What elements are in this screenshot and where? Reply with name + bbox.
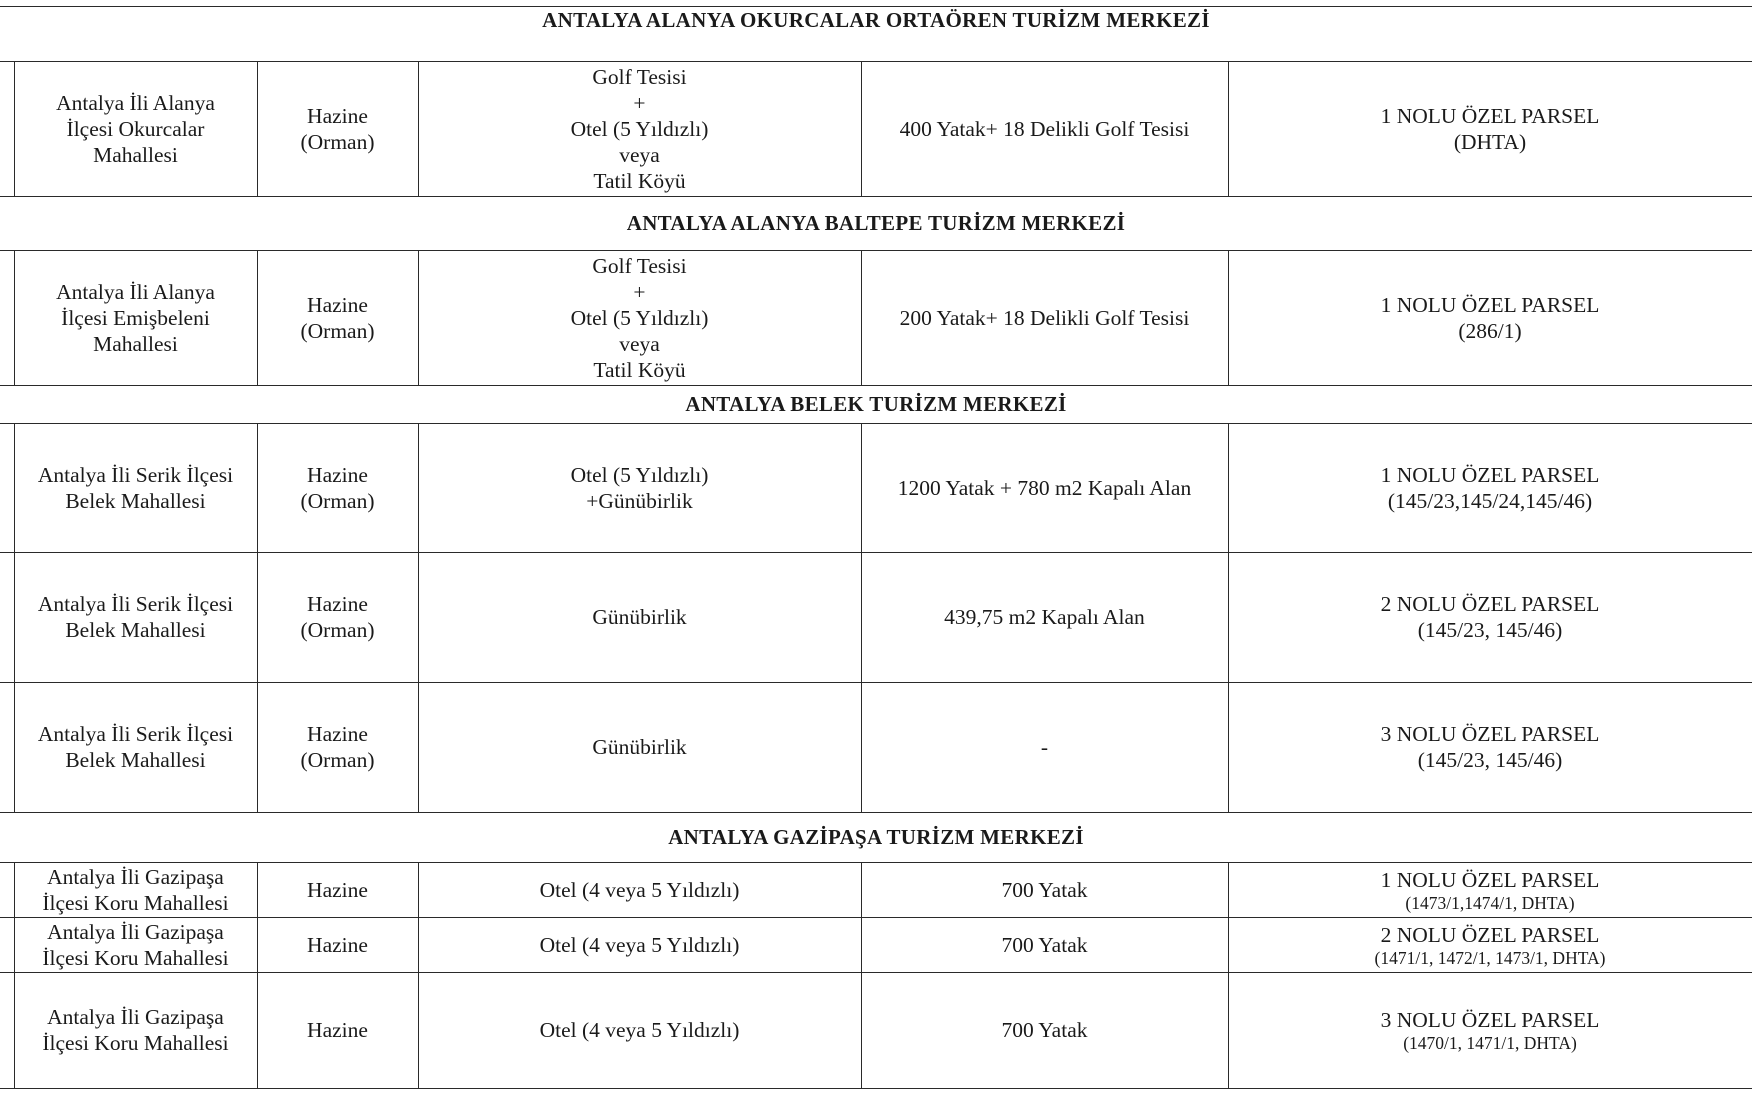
location-line: İlçesi Emişbeleni [61,305,210,330]
parcel-name: 1 NOLU ÖZEL PARSEL [1380,462,1600,487]
use-line: + [633,90,646,115]
location-line: Antalya İli Alanya [56,90,215,115]
location-line: Antalya İli Serik İlçesi [37,592,234,616]
parcel-detail: (1470/1, 1471/1, DHTA) [1403,1033,1577,1053]
location-line: İlçesi Koru Mahallesi [42,890,229,915]
table-rule [0,1088,1752,1089]
location-line: Antalya İli Serik İlçesi [37,462,234,487]
capacity-cell [861,682,1228,812]
parcel-detail: (145/23,145/24,145/46) [1387,488,1593,513]
owner-line: Hazine [307,877,368,902]
location-line: Belek Mahallesi [65,618,206,642]
location-line: Mahallesi [93,331,178,356]
owner-line: Hazine [307,1018,368,1042]
parcel-name: 3 NOLU ÖZEL PARSEL [1380,722,1600,746]
parcel-detail: (1471/1, 1472/1, 1473/1, DHTA) [1374,947,1606,968]
location-cell [14,917,257,972]
location-cell [14,972,257,1088]
parcel-cell [1228,250,1752,385]
owner-line: (Orman) [300,129,375,154]
capacity-cell [861,250,1228,385]
capacity-line: 700 Yatak [1001,1018,1088,1042]
location-line: İlçesi Okurcalar [66,116,205,141]
use-line: Otel (5 Yıldızlı) [570,462,709,487]
location-cell [14,423,257,552]
location-cell [14,552,257,682]
parcel-detail: (1473/1,1474/1, DHTA) [1405,892,1575,913]
location-line: Mahallesi [93,142,178,167]
use-cell [418,917,861,972]
owner-cell [257,862,418,917]
owner-line: Hazine [307,722,368,746]
location-line: İlçesi Koru Mahallesi [42,945,229,970]
owner-line: (Orman) [300,318,375,343]
owner-line: (Orman) [300,488,375,513]
capacity-cell [861,862,1228,917]
use-line: Otel (4 veya 5 Yıldızlı) [539,1018,740,1042]
use-line: Otel (5 Yıldızlı) [570,116,709,141]
owner-line: (Orman) [300,618,375,642]
location-line: Antalya İli Gazipaşa [47,919,224,944]
parcel-name: 2 NOLU ÖZEL PARSEL [1380,592,1600,616]
owner-line: Hazine [307,103,368,128]
owner-line: Hazine [307,592,368,616]
use-line: + [633,279,646,304]
section-title: ANTALYA GAZİPAŞA TURİZM MERKEZİ [668,825,1084,849]
capacity-cell [861,61,1228,196]
owner-cell [257,61,418,196]
owner-cell [257,682,418,812]
use-line: Günübirlik [592,735,687,759]
location-line: Belek Mahallesi [65,488,206,513]
parcel-name: 3 NOLU ÖZEL PARSEL [1380,1008,1600,1032]
capacity-cell [861,552,1228,682]
location-line: İlçesi Koru Mahallesi [42,1031,229,1055]
owner-line: Hazine [307,462,368,487]
use-line: Otel (5 Yıldızlı) [570,305,709,330]
use-line: Golf Tesisi [592,253,687,278]
capacity-line: 700 Yatak [1001,877,1088,902]
table-rule [0,196,1752,197]
use-cell [418,552,861,682]
capacity-cell [861,917,1228,972]
location-cell [14,61,257,196]
use-line: Tatil Köyü [593,168,686,193]
section-title: ANTALYA ALANYA OKURCALAR ORTAÖREN TURİZM MERKEZİ [542,8,1210,32]
capacity-line: 439,75 m2 Kapalı Alan [944,605,1145,629]
capacity-line: - [1040,735,1049,759]
location-line: Antalya İli Alanya [56,279,215,304]
owner-line: (Orman) [300,748,375,772]
owner-cell [257,972,418,1088]
location-line: Antalya İli Serik İlçesi [37,722,234,746]
owner-cell [257,917,418,972]
location-line: Belek Mahallesi [65,748,206,772]
parcel-name: 1 NOLU ÖZEL PARSEL [1380,103,1600,128]
parcel-cell [1228,61,1752,196]
use-cell [418,423,861,552]
capacity-line: 1200 Yatak + 780 m2 Kapalı Alan [897,475,1192,500]
owner-cell [257,552,418,682]
use-line: veya [619,331,660,356]
use-cell [418,682,861,812]
owner-cell [257,423,418,552]
owner-line: Hazine [307,932,368,957]
parcel-detail: (145/23, 145/46) [1417,618,1563,642]
location-line: Antalya İli Gazipaşa [47,1005,224,1029]
parcel-detail: (145/23, 145/46) [1417,748,1563,772]
use-line: Golf Tesisi [592,64,687,89]
owner-line: Hazine [307,292,368,317]
use-line: +Günübirlik [586,488,693,513]
parcel-detail: (286/1) [1458,318,1522,343]
use-cell [418,972,861,1088]
table-rule [0,385,1752,386]
use-line: Otel (4 veya 5 Yıldızlı) [539,877,740,902]
location-cell [14,250,257,385]
parcel-name: 1 NOLU ÖZEL PARSEL [1380,867,1600,892]
parcel-name: 1 NOLU ÖZEL PARSEL [1380,292,1600,317]
parcel-cell [1228,552,1752,682]
owner-cell [257,250,418,385]
capacity-cell [861,972,1228,1088]
location-cell [14,682,257,812]
location-line: Antalya İli Gazipaşa [47,864,224,889]
use-line: veya [619,142,660,167]
use-line: Otel (4 veya 5 Yıldızlı) [539,932,740,957]
table-rule [0,812,1752,813]
use-line: Tatil Köyü [593,357,686,382]
capacity-line: 200 Yatak+ 18 Delikli Golf Tesisi [899,305,1190,330]
parcel-cell [1228,682,1752,812]
parcel-cell [1228,917,1752,972]
parcel-cell [1228,972,1752,1088]
parcel-detail: (DHTA) [1453,129,1527,154]
parcel-cell [1228,862,1752,917]
parcel-name: 2 NOLU ÖZEL PARSEL [1380,922,1600,947]
section-title: ANTALYA BELEK TURİZM MERKEZİ [685,392,1067,416]
use-cell [418,61,861,196]
location-cell [14,862,257,917]
parcel-cell [1228,423,1752,552]
capacity-line: 700 Yatak [1001,932,1088,957]
capacity-cell [861,423,1228,552]
section-title: ANTALYA ALANYA BALTEPE TURİZM MERKEZİ [626,211,1126,235]
use-line: Günübirlik [592,605,687,629]
capacity-line: 400 Yatak+ 18 Delikli Golf Tesisi [899,116,1190,141]
use-cell [418,862,861,917]
use-cell [418,250,861,385]
